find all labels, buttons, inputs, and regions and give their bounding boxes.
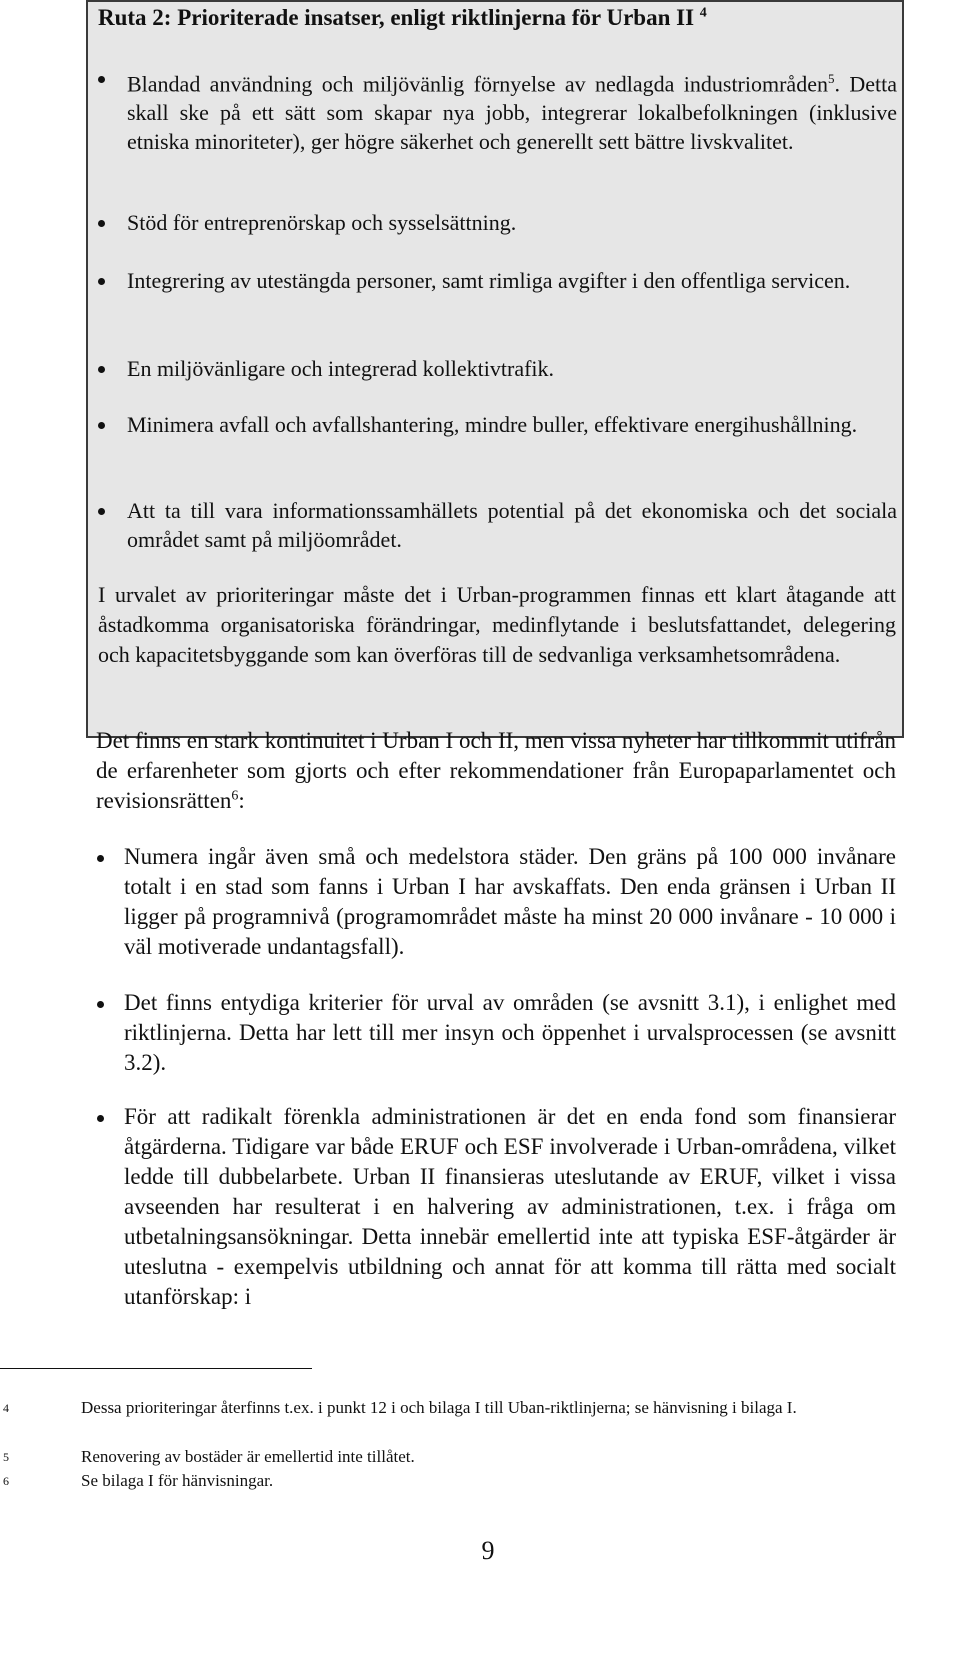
box-paragraph: I urvalet av prioriteringar måste det i Urban-programmen finnas ett klart åtagande att åstadkomma organisatoriska förändringar, medinflytande i beslutsfattandet, delegering och kapacitetsbyggande som kan överföras till de sedvanliga verksamhetsområdena.: [98, 582, 896, 667]
bullet-icon: [98, 278, 105, 285]
intro-paragraph: Det finns en stark kontinuitet i Urban I och II, men vissa nyheter har tillkommit utifrån de erfarenheter som gjorts och efter rekommendationer från Europaparlamentet och revisionsrätten$^6$:: [96, 728, 896, 813]
box-title: Ruta 2: Prioriterade insatser, enligt riktlinjerna för Urban II $^4$: [98, 5, 707, 30]
footnote-text: Se bilaga I för hänvisningar.: [81, 1471, 274, 1490]
priority-box: [86, 0, 904, 738]
bullet-icon: [97, 1115, 104, 1122]
list-item: Integrering av utestängda personer, samt rimliga avgifter i den offentliga servicen.: [127, 266, 897, 295]
footnote-ref: 4: [699, 5, 707, 21]
footnote-ref: 6: [231, 788, 239, 804]
footnote-divider: [0, 1368, 312, 1369]
list-item: Blandad användning och miljövänlig förnyelse av nedlagda industriområden$^5$. Detta skall ske på ett sätt som skapar nya jobb, integrerar lokalbefolkningen (inklusive etniska minoriteter), ger högre säkerhet och generellt sett bättre livskvalitet.: [127, 64, 897, 156]
bullet-icon: [97, 1001, 104, 1008]
footnote-text: Dessa prioriteringar återfinns t.ex. i punkt 12 i och bilaga I till Uban-riktlinjerna; se hänvisning i bilaga I.: [81, 1398, 797, 1417]
bullet-icon: [98, 366, 105, 373]
list-item: Minimera avfall och avfallshantering, mindre buller, effektivare energihushållning.: [127, 410, 897, 439]
bullet-icon: [98, 508, 105, 515]
bullet-icon: [97, 855, 104, 862]
footnote-number: 4: [3, 1401, 9, 1415]
list-item: Att ta till vara informationssamhällets potential på det ekonomiska och det sociala området samt på miljöområdet.: [127, 496, 897, 554]
footnote-number: 6: [3, 1474, 9, 1488]
footnote-number: 5: [3, 1450, 9, 1464]
footnote-text: Renovering av bostäder är emellertid inte tillåtet.: [81, 1447, 415, 1466]
list-item: För att radikalt förenkla administrationen är det en enda fond som finansierar åtgärderna. Tidigare var både ERUF och ESF involverade i Urban-områdena, vilket ledde till dubbelarbete. Urban II finansieras uteslutande av ERUF, vilket i vissa avseenden har resulterat i en halvering av administrationen, t.ex. i fråga om utbetalningsansökningar. Detta innebär emellertid inte att typiska ESF-åtgärder är uteslutna - exempelvis utbildning och annat för att komma till rätta med socialt utanförskap: i: [124, 1102, 896, 1312]
bullet-icon: [98, 422, 105, 429]
list-item: Numera ingår även små och medelstora städer. Den gräns på 100 000 invånare totalt i en stad som fanns i Urban I har avskaffats. Den enda gränsen i Urban II ligger på programnivå (programområdet måste ha minst 20 000 invånare - 10 000 i väl motiverade undantagsfall).: [124, 842, 896, 962]
list-item: En miljövänligare och integrerad kollektivtrafik.: [127, 354, 897, 383]
bullet-icon: [98, 220, 105, 227]
footnote-ref: 5: [827, 71, 835, 86]
page-number: 9: [481, 1536, 495, 1565]
bullet-icon: [98, 76, 105, 83]
list-item: Stöd för entreprenörskap och sysselsättning.: [127, 208, 897, 237]
list-item: Det finns entydiga kriterier för urval av områden (se avsnitt 3.1), i enlighet med riktlinjerna. Detta har lett till mer insyn och öppenhet i urvalsprocessen (se avsnitt 3.2).: [124, 988, 896, 1078]
